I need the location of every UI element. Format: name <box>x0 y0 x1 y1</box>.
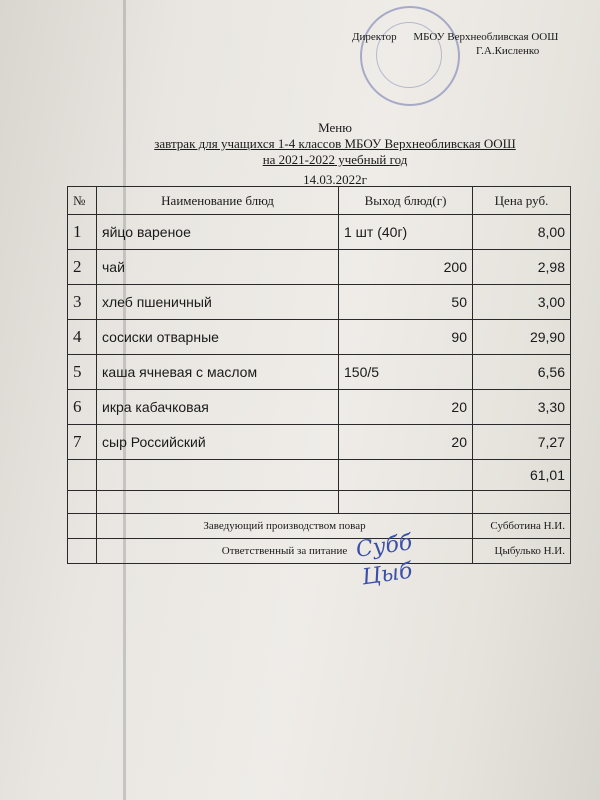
row-number: 3 <box>68 285 97 320</box>
spacer-row <box>68 491 571 514</box>
dish-yield: 50 <box>339 285 473 320</box>
manager-role: Заведующий производством повар <box>97 514 473 539</box>
approval-name: Г.А.Кисленко <box>476 45 540 57</box>
dish-name: яйцо вареное <box>97 215 339 250</box>
row-number: 5 <box>68 355 97 390</box>
row-number: 7 <box>68 425 97 460</box>
responsible-name: Цыбулько Н.И. <box>473 539 571 564</box>
col-number: № <box>68 187 97 215</box>
dish-yield: 150/5 <box>339 355 473 390</box>
approval-block <box>352 30 572 58</box>
dish-price: 6,56 <box>473 355 571 390</box>
dish-name: икра кабачковая <box>97 390 339 425</box>
dish-name: сосиски отварные <box>97 320 339 355</box>
dish-name: каша ячневая с маслом <box>97 355 339 390</box>
manager-signature: Субб <box>354 530 414 563</box>
row-number: 6 <box>68 390 97 425</box>
col-price: Цена руб. <box>473 187 571 215</box>
row-number: 2 <box>68 250 97 285</box>
dish-yield: 20 <box>339 425 473 460</box>
menu-date: 14.03.2022г <box>303 172 367 187</box>
menu-year: на 2021-2022 учебный год <box>262 152 408 167</box>
dish-yield: 90 <box>339 320 473 355</box>
table-row <box>68 355 571 390</box>
table-row <box>68 250 571 285</box>
menu-table <box>67 186 571 564</box>
row-number: 4 <box>68 320 97 355</box>
responsible-signature: Цыб <box>360 558 415 591</box>
approval-org: МБОУ Верхнеобливская ООШ <box>413 31 559 43</box>
total-price: 61,01 <box>473 460 571 491</box>
dish-price: 2,98 <box>473 250 571 285</box>
dish-price: 3,00 <box>473 285 571 320</box>
dish-name: чай <box>97 250 339 285</box>
col-dish-name: Наименование блюд <box>97 187 339 215</box>
responsible-role: Ответственный за питание <box>97 539 473 564</box>
dish-yield: 20 <box>339 390 473 425</box>
total-row <box>68 460 571 491</box>
col-yield: Выход блюд(г) <box>339 187 473 215</box>
signature-row-manager <box>68 514 571 539</box>
dish-price: 7,27 <box>473 425 571 460</box>
table-row <box>68 215 571 250</box>
dish-price: 29,90 <box>473 320 571 355</box>
dish-yield: 1 шт (40г) <box>339 215 473 250</box>
table-header-row <box>68 187 571 215</box>
signature-row-responsible <box>68 539 571 564</box>
approval-role: Директор <box>352 31 397 43</box>
dish-price: 3,30 <box>473 390 571 425</box>
table-row <box>68 425 571 460</box>
table-row <box>68 390 571 425</box>
table-row <box>68 285 571 320</box>
dish-yield: 200 <box>339 250 473 285</box>
manager-name: Субботина Н.И. <box>473 514 571 539</box>
dish-name: сыр Российский <box>97 425 339 460</box>
menu-subtitle: завтрак для учащихся 1-4 классов МБОУ Верхнеобливская ООШ <box>154 136 516 151</box>
dish-price: 8,00 <box>473 215 571 250</box>
table-row <box>68 320 571 355</box>
row-number: 1 <box>68 215 97 250</box>
dish-name: хлеб пшеничный <box>97 285 339 320</box>
menu-title: Меню <box>318 120 352 135</box>
